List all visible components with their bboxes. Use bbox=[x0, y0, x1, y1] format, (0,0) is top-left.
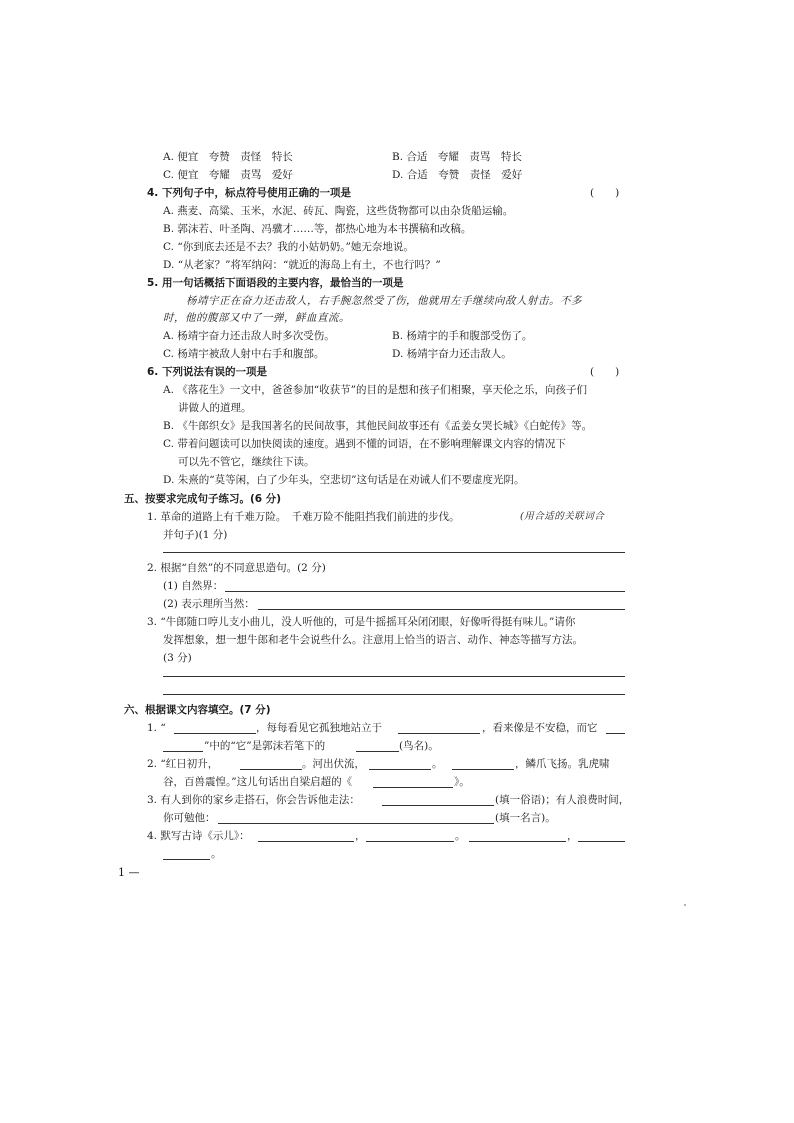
s6-q3-text-4: (填一名言)。 bbox=[495, 812, 556, 824]
q4-option-d: D. “从老家？”将军纳闷：“就近的海岛上有土，不也行吗？” bbox=[163, 259, 441, 271]
s5-q3-line2: 发挥想象，想一想牛郎和老牛会说些什么。注意用上恰当的语言、动作、神态等描写方法。 bbox=[163, 634, 583, 646]
s5-q1-line2: 并句子)(1 分) bbox=[163, 529, 228, 541]
s6-q4-text-1: 4. 默写古诗《示儿》： bbox=[147, 830, 250, 842]
s6-q2-text-4: ，鳞爪飞扬。乳虎啸 bbox=[515, 758, 610, 770]
s6-q3-blank-1[interactable] bbox=[382, 805, 494, 806]
page-number: 1 — bbox=[118, 866, 140, 879]
q6-option-c-line1: C. 带着问题读可以加快阅读的速度。遇到不懂的词语，在不影响理解课文内容的情况下 bbox=[163, 438, 566, 450]
s6-q2-blank-2[interactable] bbox=[369, 769, 431, 770]
s6-q4-comma-1: ， bbox=[355, 830, 366, 842]
s6-q3-text-3: 你可勉他： bbox=[163, 812, 216, 824]
q6-option-d: D. 朱熹的“莫等闲，白了少年头，空悲切”这句话是在劝诫人们不要虚度光阴。 bbox=[163, 474, 525, 486]
s6-q1-blank-4[interactable] bbox=[163, 751, 203, 752]
s6-q3-text-2: (填一俗语)；有人浪费时间， bbox=[495, 794, 630, 806]
q6-stem: 6. 下列说法有误的一项是 bbox=[147, 366, 267, 378]
s6-q1-prefix: 1. “ bbox=[147, 722, 166, 734]
q5-passage-line1: 杨靖宇正在奋力还击敌人，右手腕忽然受了伤，他就用左手继续向敌人射击。不多 bbox=[186, 295, 582, 307]
s5-q2-stem: 2. 根据“自然”的不同意思造句。(2 分) bbox=[147, 562, 326, 574]
q6-option-b: B. 《牛郎织女》是我国著名的民间故事，其他民间故事还有《孟姜女哭长城》《白蛇传》等。 bbox=[163, 420, 593, 432]
s6-q1-blank-2[interactable] bbox=[398, 733, 480, 734]
s6-q3-blank-2[interactable] bbox=[218, 823, 494, 824]
s5-q1-instruction: (用合适的关联词合 bbox=[520, 511, 605, 522]
s6-q4-period-1: 。 bbox=[455, 830, 466, 842]
s6-q1-text-3: ”中的“它”是郭沫若笔下的 bbox=[204, 740, 326, 752]
s6-q2-text-5: 谷，百兽震惶。”这儿句话出自梁启超的《 bbox=[163, 776, 353, 788]
s5-q1-answer-line[interactable] bbox=[163, 552, 625, 553]
s6-q1-blank-3[interactable] bbox=[606, 733, 625, 734]
q5-option-d: D. 杨靖宇奋力还击敌人。 bbox=[392, 348, 512, 360]
s6-q4-blank-2[interactable] bbox=[366, 841, 454, 842]
s6-q1-text-1: ，每每看见它孤独地站立于 bbox=[256, 722, 382, 734]
s5-q2-2-label: (2) 表示理所当然： bbox=[163, 598, 255, 610]
s6-q2-blank-3[interactable] bbox=[452, 769, 514, 770]
s5-q3-answer-line-1[interactable] bbox=[163, 676, 625, 677]
s6-q1-text-2: ，看来像是不安稳，而它 bbox=[482, 722, 598, 734]
q6-option-a-line1: A. 《落花生》一文中，爸爸参加“收获节”的目的是想和孩子们相聚，享天伦之乐，向孩子们 bbox=[163, 384, 587, 396]
s5-q3-line1: 3. “牛郎随口哼儿支小曲儿，没人听他的，可是牛摇摇耳朵闭闭眼，好像听得挺有味儿。”请你 bbox=[147, 616, 576, 628]
s6-q4-blank-1[interactable] bbox=[258, 841, 354, 842]
q6-option-c-line2: 可以先不管它，继续往下读。 bbox=[178, 456, 315, 468]
scan-speck bbox=[684, 904, 686, 906]
s6-q1-text-4: (鸟名)。 bbox=[399, 740, 439, 752]
s5-q1-line1: 1. 革命的道路上有千难万险。 千难万险不能阻挡我们前进的步伐。 bbox=[147, 511, 460, 523]
q5-option-b: B. 杨靖宇的手和腹部受伤了。 bbox=[392, 330, 533, 342]
s6-q4-blank-3[interactable] bbox=[469, 841, 566, 842]
s6-q4-blank-4[interactable] bbox=[578, 841, 625, 842]
s5-q2-1-label: (1) 自然界： bbox=[163, 580, 224, 592]
s6-q2-blank-1[interactable] bbox=[240, 769, 302, 770]
q3-option-d: D. 合适 夸赞 责怪 爱好 bbox=[392, 169, 523, 181]
s6-q3-text-1: 3. 有人到你的家乡走搭石，你会告诉他走法： bbox=[147, 794, 360, 806]
s5-q2-2-answer-line[interactable] bbox=[258, 609, 625, 610]
s5-q2-1-answer-line[interactable] bbox=[225, 591, 625, 592]
s6-q2-text-1: 2. “红日初升， bbox=[147, 758, 219, 770]
q3-option-b: B. 合适 夸耀 责骂 特长 bbox=[392, 151, 522, 163]
q4-stem: 4. 下列句子中，标点符号使用正确的一项是 bbox=[147, 187, 351, 199]
s5-q3-answer-line-2[interactable] bbox=[163, 694, 625, 695]
q5-option-a: A. 杨靖宇奋力还击敌人时多次受伤。 bbox=[163, 330, 335, 342]
q5-option-c: C. 杨靖宇被敌人射中右手和腹部。 bbox=[163, 348, 325, 360]
s6-q2-text-3: 。 bbox=[432, 758, 443, 770]
s6-q4-blank-5[interactable] bbox=[163, 859, 210, 860]
s6-q2-text-2: 。河出伏流， bbox=[302, 758, 365, 770]
section6-title: 六、根据课文内容填空。(7 分) bbox=[124, 704, 271, 716]
q5-stem: 5. 用一句话概括下面语段的主要内容，最恰当的一项是 bbox=[147, 277, 404, 289]
section5-title: 五、按要求完成句子练习。(6 分) bbox=[124, 493, 282, 505]
s6-q2-blank-4[interactable] bbox=[373, 787, 453, 788]
q5-passage-line2: 时，他的腹部又中了一弹，鲜血直流。 bbox=[163, 312, 350, 324]
q3-option-c: C. 便宜 夸耀 责骂 爱好 bbox=[163, 169, 293, 181]
s6-q4-period-2: 。 bbox=[211, 848, 222, 860]
s5-q3-line3: (3 分) bbox=[163, 652, 192, 664]
q3-option-a: A. 便宜 夸赞 责怪 特长 bbox=[163, 151, 293, 163]
s6-q1-blank-5[interactable] bbox=[356, 751, 399, 752]
s6-q2-text-6: 》。 bbox=[454, 776, 470, 788]
q6-answer-paren[interactable]: ( ) bbox=[590, 366, 620, 378]
q4-answer-paren[interactable]: ( ) bbox=[590, 187, 620, 199]
s6-q4-comma-2: ， bbox=[567, 830, 578, 842]
s6-q1-blank-1[interactable] bbox=[174, 733, 256, 734]
q4-option-c: C. “你到底去还是不去？我的小姑奶奶。”她无奈地说。 bbox=[163, 241, 414, 253]
q4-option-a: A. 燕麦、高粱、玉米，水泥、砖瓦、陶瓷，这些货物都可以由杂货船运输。 bbox=[163, 205, 514, 217]
q4-option-b: B. 郭沫若、叶圣陶、冯骥才……等，都热心地为本书撰稿和改稿。 bbox=[163, 223, 472, 235]
q6-option-a-line2: 讲做人的道理。 bbox=[178, 402, 252, 414]
